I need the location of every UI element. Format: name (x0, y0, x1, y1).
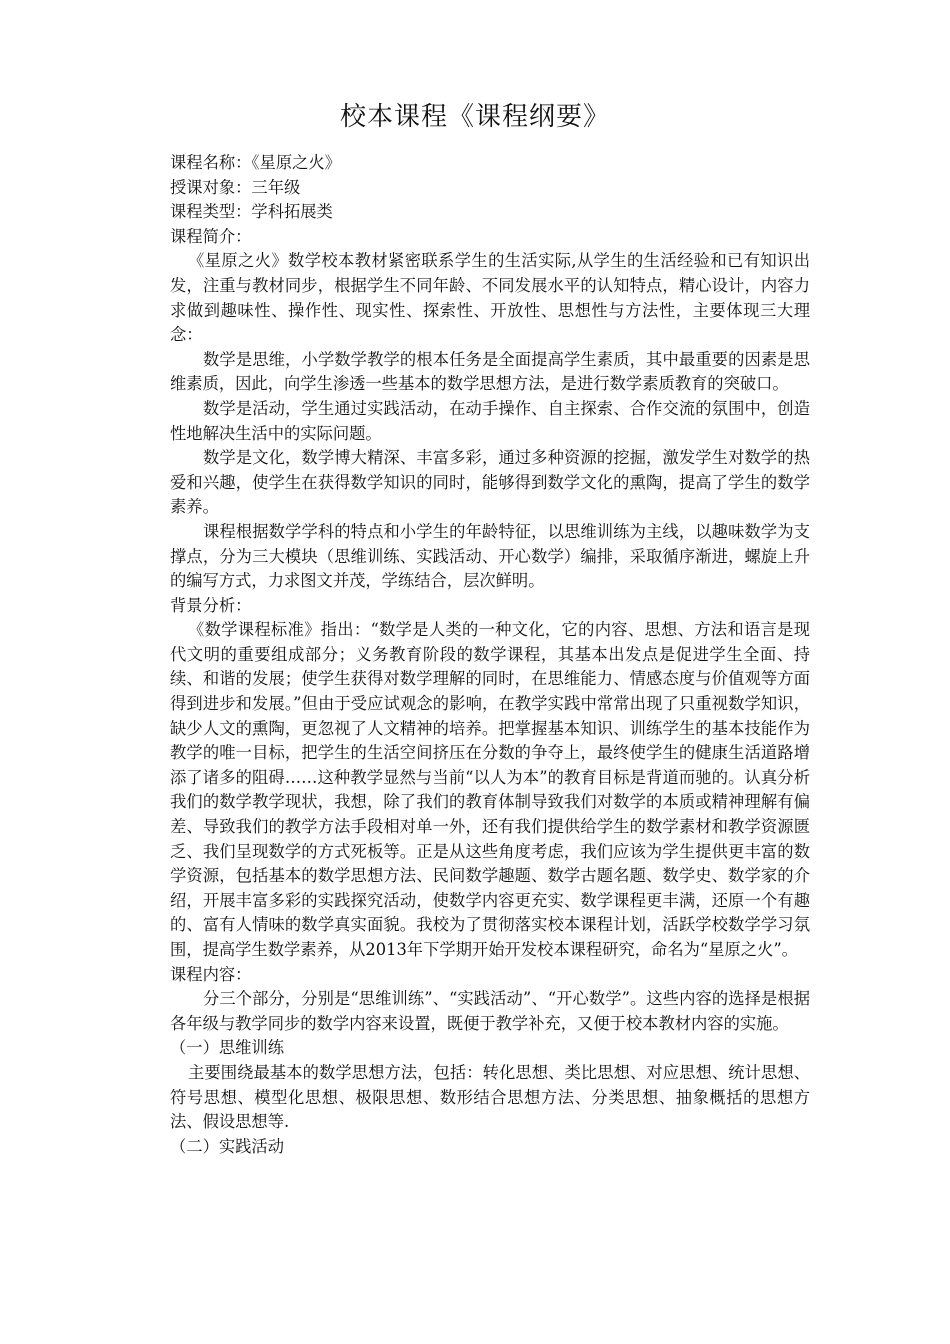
section-heading-practice: （二）实践活动 (170, 1136, 284, 1156)
section-heading-thinking: （一）思维训练 (170, 1038, 284, 1058)
content-paragraph: 分三个部分，分别是“思维训练”、“实践活动”、“开心数学”。这些内容的选择是根据各年级与教学同步的数学内容来设置，既便于教学补充，又便于校本教材内容的实施。 (170, 989, 810, 1033)
document-body (170, 151, 810, 1159)
intro-paragraph: 数学是活动，学生通过实践活动，在动手操作、自主探索、合作交流的氛围中，创造性地解决生活中的实际问题。 (170, 398, 810, 443)
section-text-thinking: 主要围绕最基本的数学思想方法，包括：转化思想、类比思想、对应思想、统计思想、符号思想、模型化思想、极限思想、数形结合思想方法、分类思想、抽象概括的思想方法、假设思想等. (170, 1062, 810, 1132)
intro-paragraph: 数学是文化，数学博大精深、丰富多彩，通过多种资源的挖掘，激发学生对数学的热爱和兴趣，使学生在获得数学知识的同时，能够得到数学文化的熏陶，提高了学生的数学素养。 (170, 448, 810, 517)
background-paragraph: 《数学课程标准》指出：“数学是人类的一种文化，它的内容、思想、方法和语言是现代文明的重要组成部分；义务教育阶段的数学课程，其基本出发点是促进学生全面、持续、和谐的发展；使学生获得对数学理解的同时，在思维能力、情感态度与价值观等方面得到进步和发展。”但由于受应试观念的影响，在教学实践中常常出现了只重视数学知识，缺少人文的熏陶，更忽视了人文精神的培养。把掌握基本知识、训练学生的基本技能作为教学的唯一目标，把学生的生活空间挤压在分数的争夺上，最终使学生的健康生活道路增添了诸多的阻碍……这种教学显然与当前“以人为本”的教育目标是背道而驰的。认真分析我们的数学教学现状，我想，除了我们的教育体制导致我们对数学的本质或精神理解有偏差、导致我们的教学方法手段相对单一外，还有我们提供给学生的数学素材和教学资源匮乏、我们呈现数学的方式死板等。正是从这些角度考虑，我们应该为学生提供更丰富的数学资源，包括基本的数学思想方法、民间数学趣题、数学古题名题、数学史、数学家的介绍，开展丰富多彩的实践探究活动，使数学内容更充实、数学课程更丰满，还原一个有趣的、富有人情味的数学真实面貌。我校为了贯彻落实校本课程计划，活跃学校数学学习氛围，提高学生数学素养，从2013年下学期开始开发校本课程研究，命名为“星原之火”。 (170, 620, 810, 959)
intro-heading: 课程简介： (170, 226, 252, 246)
course-target: 授课对象：三年级 (170, 177, 301, 197)
course-name: 课程名称：《星原之火》 (170, 153, 341, 172)
intro-paragraph: 课程根据数学学科的特点和小学生的年龄特征，以思维训练为主线，以趣味数学为支撑点，分为三大模块（思维训练、实践活动、开心数学）编排，采取循序渐进，螺旋上升的编写方式，力求图文并茂，学练结合，层次鲜明。 (170, 521, 810, 591)
background-heading: 背景分析： (170, 595, 252, 615)
page-title: 校本课程《课程纲要》 (339, 102, 610, 132)
course-type: 课程类型：学科拓展类 (170, 202, 333, 222)
intro-paragraph: 数学是思维，小学数学教学的根本任务是全面提高学生素质，其中最重要的因素是思维素质，因此，向学生渗透一些基本的数学思想方法，是进行数学素质教育的突破口。 (170, 349, 810, 394)
content-heading: 课程内容： (170, 964, 252, 984)
intro-paragraph: 《星原之火》数学校本教材紧密联系学生的生活实际,从学生的生活经验和已有知识出发，注重与教材同步，根据学生不同年龄、不同发展水平的认知特点，精心设计，内容力求做到趣味性、操作性、现实性、探索性、开放性、思想性与方法性，主要体现三大理念： (170, 251, 810, 345)
